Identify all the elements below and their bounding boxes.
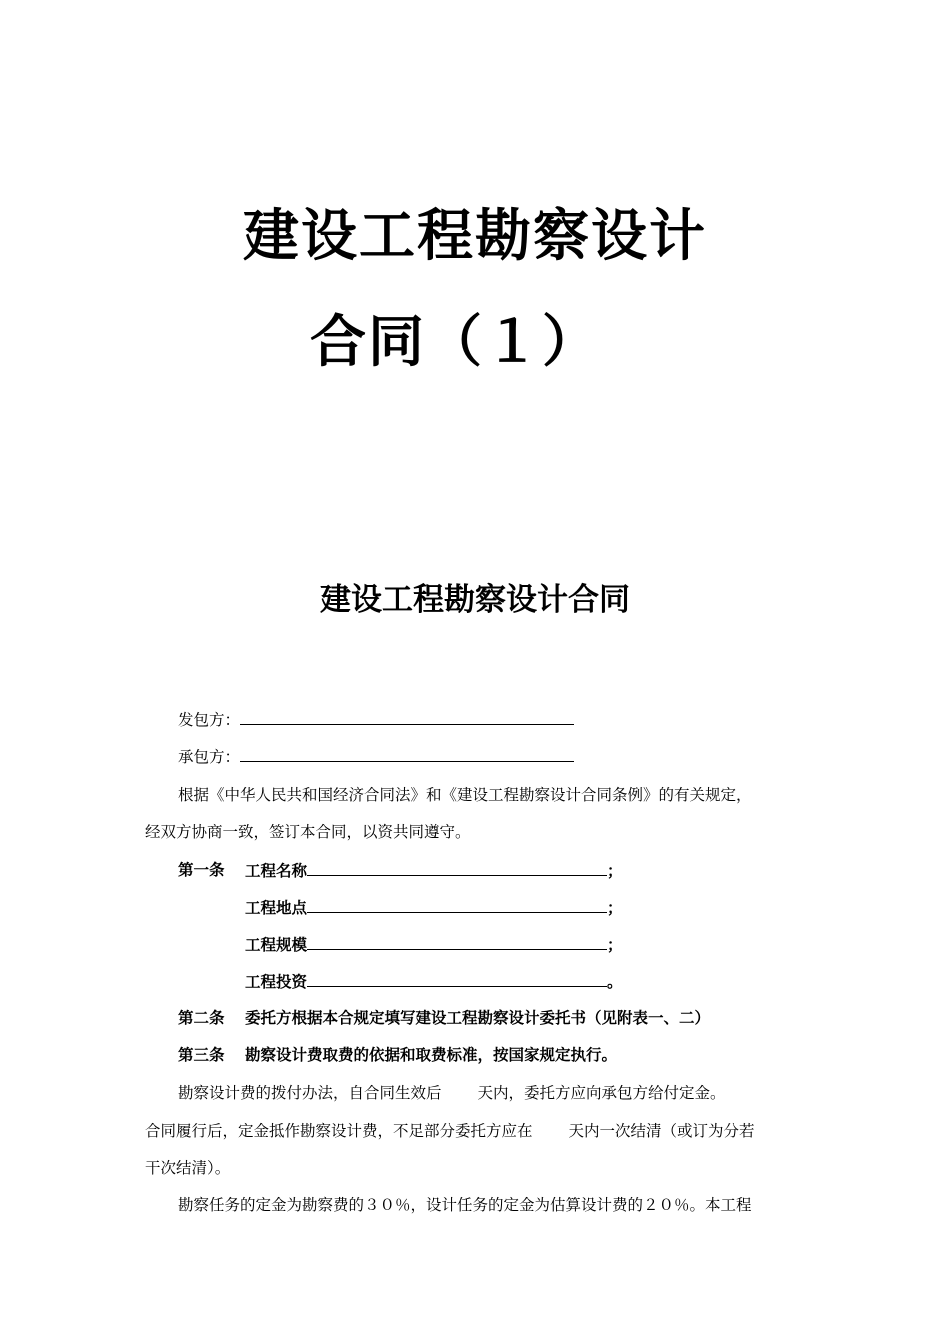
payment-p2-a: 合同履行后，定金抵作勘察设计费，不足部分委托方应在 — [145, 1122, 533, 1140]
article1-field-project-name — [245, 860, 623, 881]
payment-paragraph-line-2 — [145, 1121, 755, 1141]
field-label: 工程投资 — [245, 973, 308, 991]
cover-title-line-1: 建设工程勘察设计 — [243, 204, 707, 269]
article1-field-project-scale — [245, 934, 623, 955]
field-label: 工程地点 — [245, 899, 308, 917]
contractor-party-blank[interactable] — [240, 746, 574, 762]
article2-label: 第二条 — [178, 1009, 225, 1027]
article3-text: 勘察设计费取费的依据和取费标准，按国家规定执行。 — [245, 1046, 618, 1064]
preamble-line-1: 根据《中华人民共和国经济合同法》和《建设工程勘察设计合同条例》的有关规定， — [178, 786, 752, 804]
payment-paragraph-line-3: 干次结清）。 — [145, 1159, 231, 1177]
client-party-blank[interactable] — [240, 709, 574, 725]
field-label: 工程名称 — [245, 862, 308, 880]
document-title: 建设工程勘察设计合同 — [320, 582, 630, 618]
client-party-label: 发包方： — [178, 711, 241, 729]
article1-label: 第一条 — [178, 861, 225, 879]
field-label: 工程规模 — [245, 936, 308, 954]
deposit-paragraph-line-1: 勘察任务的定金为勘察费的３０％，设计任务的定金为估算设计费的２０％。本工程 — [178, 1196, 752, 1214]
article2-text: 委托方根据本合规定填写建设工程勘察设计委托书（见附表一、二） — [245, 1009, 711, 1027]
project-investment-blank[interactable] — [307, 971, 607, 987]
article1-field-project-investment — [245, 971, 623, 992]
cover-title-line-2: 合同（１） — [310, 310, 600, 375]
payment-paragraph-line-1 — [178, 1083, 726, 1103]
preamble-line-2: 经双方协商一致，签订本合同，以资共同遵守。 — [145, 823, 471, 841]
project-location-blank[interactable] — [307, 897, 607, 913]
article3-label: 第三条 — [178, 1046, 225, 1064]
payment-p2-b: 天内一次结清（或订为分若 — [568, 1122, 755, 1140]
article1-field-project-location — [245, 897, 623, 918]
field-end: ； — [607, 862, 623, 880]
payment-p1-a: 勘察设计费的拨付办法，自合同生效后 — [178, 1084, 442, 1102]
payment-p1-b: 天内，委托方应向承包方给付定金。 — [477, 1084, 726, 1102]
field-end: 。 — [607, 973, 623, 991]
client-party-row — [178, 709, 574, 730]
project-scale-blank[interactable] — [307, 934, 607, 950]
contractor-party-label: 承包方： — [178, 748, 241, 766]
contractor-party-row — [178, 746, 574, 767]
field-end: ； — [607, 899, 623, 917]
field-end: ； — [607, 936, 623, 954]
project-name-blank[interactable] — [307, 860, 607, 876]
